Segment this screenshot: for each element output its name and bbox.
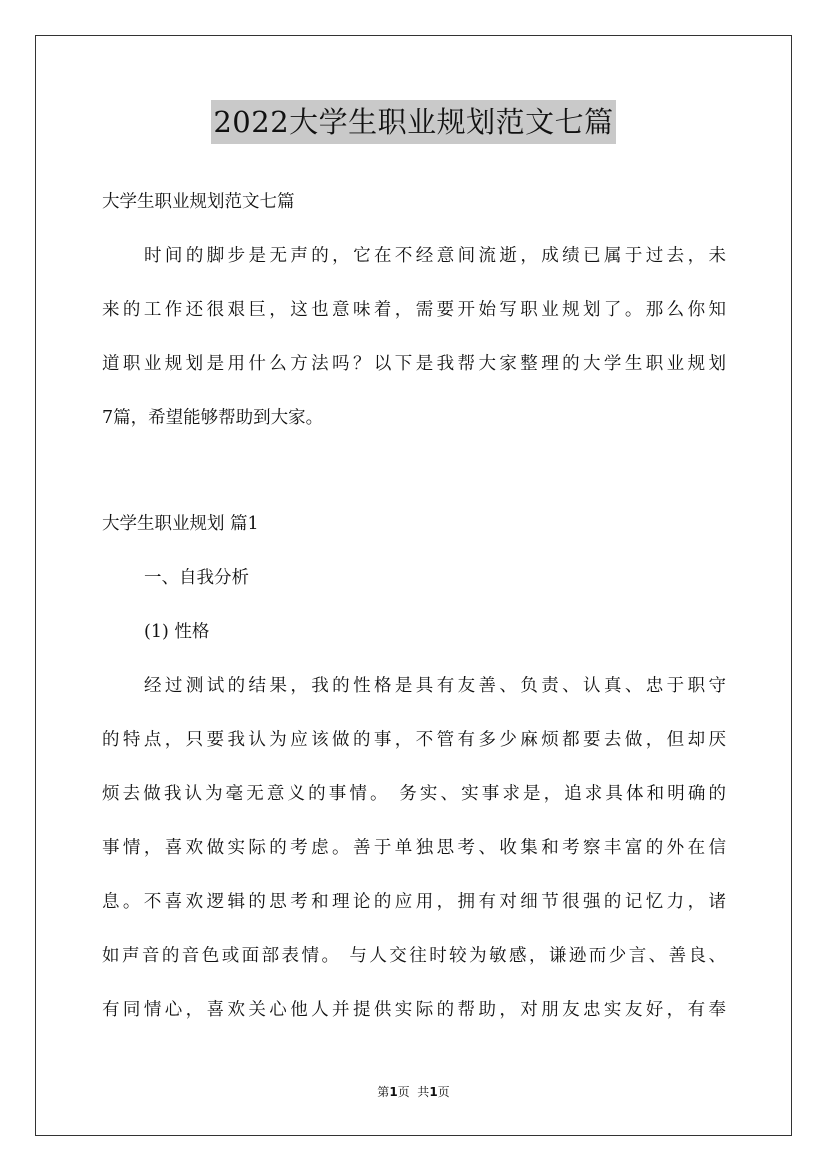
body-line: 的特点，只要我认为应该做的事，不管有多少麻烦都要去做，但却厌 [102,730,726,750]
page-footer [0,1083,827,1100]
footer-suffix: 页 [437,1085,450,1099]
document-body [102,175,726,1037]
subsection-heading: (1) 性格 [144,622,210,642]
paragraph-gap [102,445,726,497]
intro-line: 来的工作还很艰巨，这也意味着，需要开始写职业规划了。那么你知 [102,300,726,320]
footer-prefix: 第 [377,1085,390,1099]
document-subtitle: 大学生职业规划范文七篇 [102,192,295,212]
section-heading: 大学生职业规划 篇1 [102,514,259,534]
intro-line: 道职业规划是用什么方法吗？以下是我帮大家整理的大学生职业规划 [102,354,726,374]
body-line: 息。不喜欢逻辑的思考和理论的应用，拥有对细节很强的记忆力，诸 [102,892,726,912]
total-page-number: 1 [429,1085,438,1099]
document-title: 2022大学生职业规划范文七篇 [211,100,615,144]
title-area [0,100,827,144]
body-line: 事情，喜欢做实际的考虑。善于单独思考、收集和考察丰富的外在信 [102,838,726,858]
body-line: 烦去做我认为毫无意义的事情。 务实、实事求是，追求具体和明确的 [102,784,726,804]
intro-line: 7篇，希望能够帮助到大家。 [102,408,324,428]
body-line: 经过测试的结果，我的性格是具有友善、负责、认真、忠于职守 [144,676,726,696]
current-page-number: 1 [389,1085,398,1099]
footer-mid: 页 共 [397,1085,430,1099]
subsection-heading: 一、自我分析 [144,568,249,588]
body-line: 有同情心，喜欢关心他人并提供实际的帮助，对朋友忠实友好，有奉 [102,1000,726,1020]
intro-line: 时间的脚步是无声的，它在不经意间流逝，成绩已属于过去，未 [144,246,726,266]
body-line: 如声音的音色或面部表情。 与人交往时较为敏感，谦逊而少言、善良、 [102,946,726,966]
